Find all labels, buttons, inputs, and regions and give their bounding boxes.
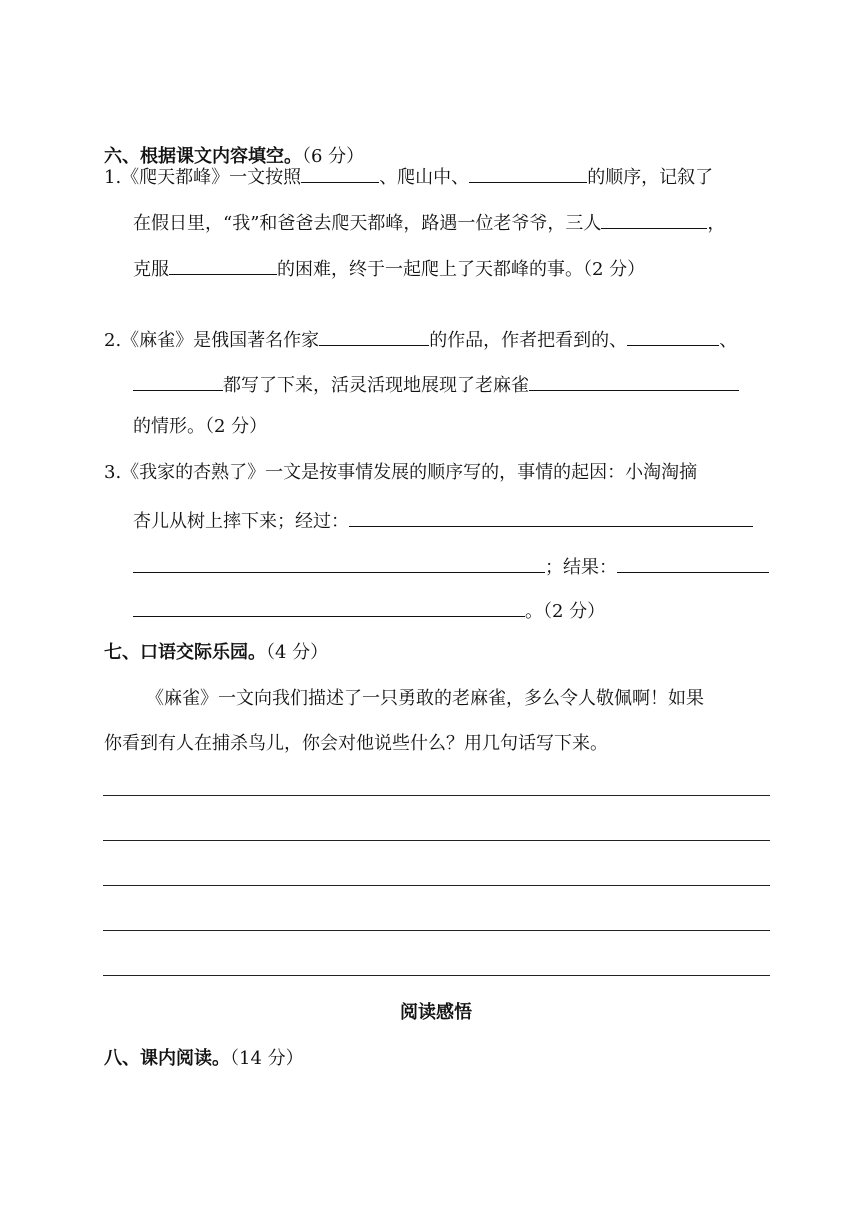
q3-blank-process[interactable] [349,506,753,527]
section-6-score: （6 分） [302,146,365,167]
answer-line-5[interactable] [103,975,770,976]
q3-text-b: 杏儿从树上摔下来；经过： [133,511,349,532]
q1-text-c: 的顺序，记叙了 [587,167,714,188]
question-3-line-d [133,596,605,622]
section-7-score: （4 分） [266,642,329,663]
q3-text-d: 。（2 分） [525,601,606,622]
s7-para-2: 你看到有人在捕杀鸟儿，你会对他说些什么？用几句话写下来。 [104,733,608,754]
answer-line-4[interactable] [103,930,770,931]
q1-blank-2[interactable] [469,162,587,183]
q1-text-e: ， [707,213,726,234]
q3-blank-result[interactable] [617,552,769,573]
section-7-paragraph-line-1 [146,686,704,712]
q3-text-a: 3.《我家的杏熟了》一文是按事情发展的顺序写的，事情的起因：小淘淘摘 [104,462,698,483]
q1-text-d: 在假日里，“我”和爸爸去爬天都峰，路遇一位老爷爷，三人 [133,213,602,234]
question-3-line-c [133,552,769,578]
q2-text-a: 2.《麻雀》是俄国著名作家 [104,330,320,351]
reading-section-title: 阅读感悟 [400,1002,472,1023]
question-3-line-b [133,506,753,532]
q1-text-g: 的困难，终于一起爬上了天都峰的事。（2 分） [277,259,646,280]
question-2-line-c [133,414,267,440]
section-6-title: 六、根据课文内容填空。 [104,146,302,167]
q1-text-f: 克服 [133,259,169,280]
answer-line-2[interactable] [103,840,770,841]
q2-text-d: 都写了下来，活灵活现地展现了老麻雀 [223,375,529,396]
q1-blank-1[interactable] [301,162,379,183]
q1-blank-4[interactable] [169,254,277,275]
question-2-line-a [104,325,737,351]
q1-text-a: 1.《爬天都峰》一文按照 [104,167,302,188]
q2-text-b: 的作品，作者把看到的、 [429,330,628,351]
section-7-paragraph-line-2 [104,731,608,757]
q1-text-b: 、爬山中、 [379,167,470,188]
section-7-heading [104,640,328,666]
s7-para-1: 《麻雀》一文向我们描述了一只勇敢的老麻雀，多么令人敬佩啊！如果 [146,688,704,709]
q2-blank-2[interactable] [627,325,719,346]
section-7-title: 七、口语交际乐园。 [104,642,266,663]
q3-text-c: ；结果： [545,557,617,578]
q1-blank-3[interactable] [601,208,707,229]
q2-text-e: 的情形。（2 分） [133,416,268,437]
q2-text-c: 、 [719,330,738,351]
answer-line-1[interactable] [103,795,770,796]
question-1-line-c [133,254,645,280]
section-8-title: 八、课内阅读。 [104,1048,230,1069]
q2-blank-1[interactable] [319,325,429,346]
section-8-score: （14 分） [230,1048,304,1069]
question-2-line-b [133,370,739,396]
q2-blank-3[interactable] [133,370,223,391]
q2-blank-4[interactable] [529,370,739,391]
question-3-line-a [104,460,697,486]
answer-line-3[interactable] [103,885,770,886]
q3-blank-process-cont[interactable] [133,552,545,573]
question-1-line-a [104,162,713,188]
section-8-heading [104,1046,304,1072]
q3-blank-result-cont[interactable] [133,596,525,617]
question-1-line-b [133,208,725,234]
